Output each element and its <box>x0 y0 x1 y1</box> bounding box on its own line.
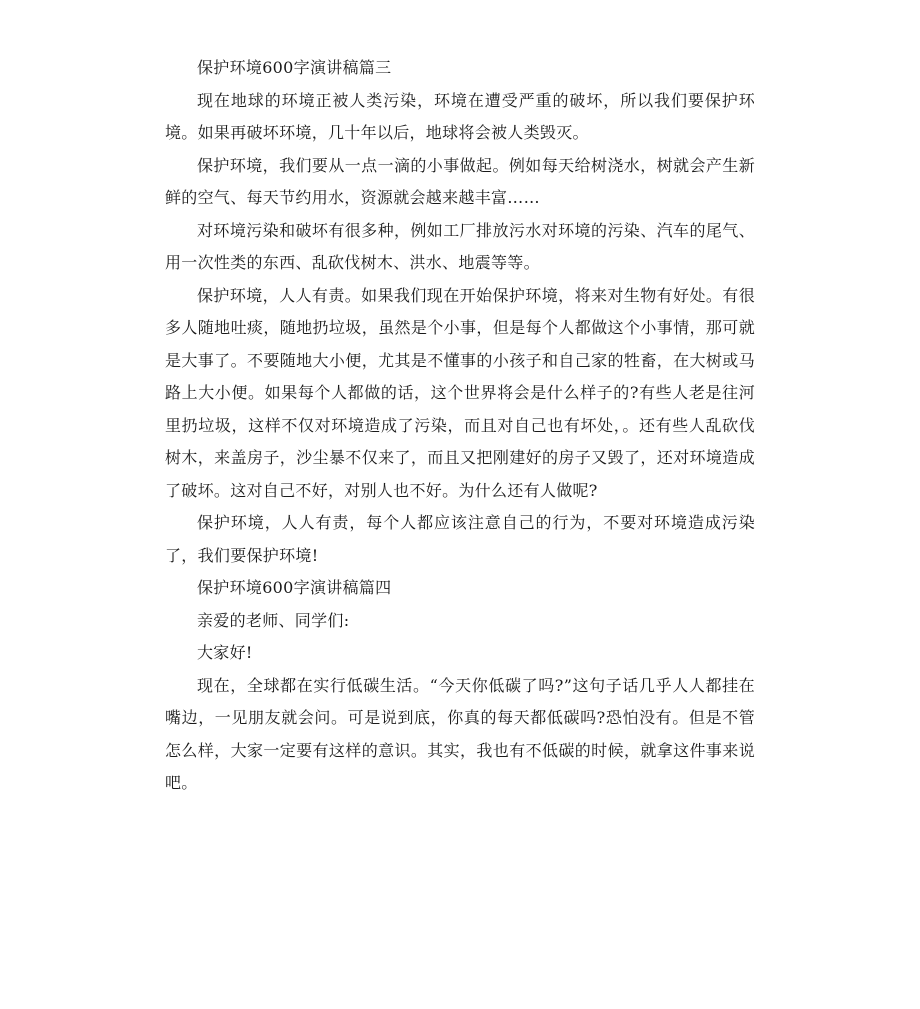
section-3-paragraph-2: 保护环境，我们要从一点一滴的小事做起。例如每天给树浇水，树就会产生新鲜的空气、每天节约用水，资源就会越来越丰富…… <box>165 155 755 207</box>
section-3-paragraph-3: 对环境污染和破坏有很多种，例如工厂排放污水对环境的污染、汽车的尾气、用一次性类的东西、乱砍伐树木、洪水、地震等等。 <box>165 220 755 272</box>
section-4-hello: 大家好! <box>197 643 253 662</box>
section-3-paragraph-5: 保护环境，人人有责，每个人都应该注意自己的行为，不要对环境造成污染了，我们要保护环境! <box>165 513 755 565</box>
section-4-paragraph-1: 现在，全球都在实行低碳生活。“今天你低碳了吗?”这句子话几乎人人都挂在嘴边，一见朋友就会问。可是说到底，你真的每天都低碳吗?恐怕没有。但是不管怎么样，大家一定要有这样的意识。其实，我也有不低碳的时候，就拿这件事来说吧。 <box>165 675 755 792</box>
document-body <box>165 52 755 800</box>
section-3-paragraph-1: 现在地球的环境正被人类污染，环境在遭受严重的破坏，所以我们要保护环境。如果再破坏环境，几十年以后，地球将会被人类毁灭。 <box>165 90 755 142</box>
section-3-paragraph-4: 保护环境，人人有责。如果我们现在开始保护环境，将来对生物有好处。有很多人随地吐痰，随地扔垃圾，虽然是个小事，但是每个人都做这个小事情，那可就是大事了。不要随地大小便，尤其是不懂事的小孩子和自己家的牲畜，在大树或马路上大小便。如果每个人都做的话，这个世界将会是什么样子的?有些人老是往河里扔垃圾，这样不仅对环境造成了污染，而且对自己也有坏处，。还有些人乱砍伐树木，来盖房子，沙尘暴不仅来了，而且又把刚建好的房子又毁了，还对环境造成了破坏。这对自己不好，对别人也不好。为什么还有人做呢? <box>165 285 755 500</box>
section-3-title: 保护环境600字演讲稿篇三 <box>197 58 392 77</box>
section-4-title: 保护环境600字演讲稿篇四 <box>197 578 392 597</box>
section-4-greeting: 亲爱的老师、同学们: <box>197 610 350 630</box>
